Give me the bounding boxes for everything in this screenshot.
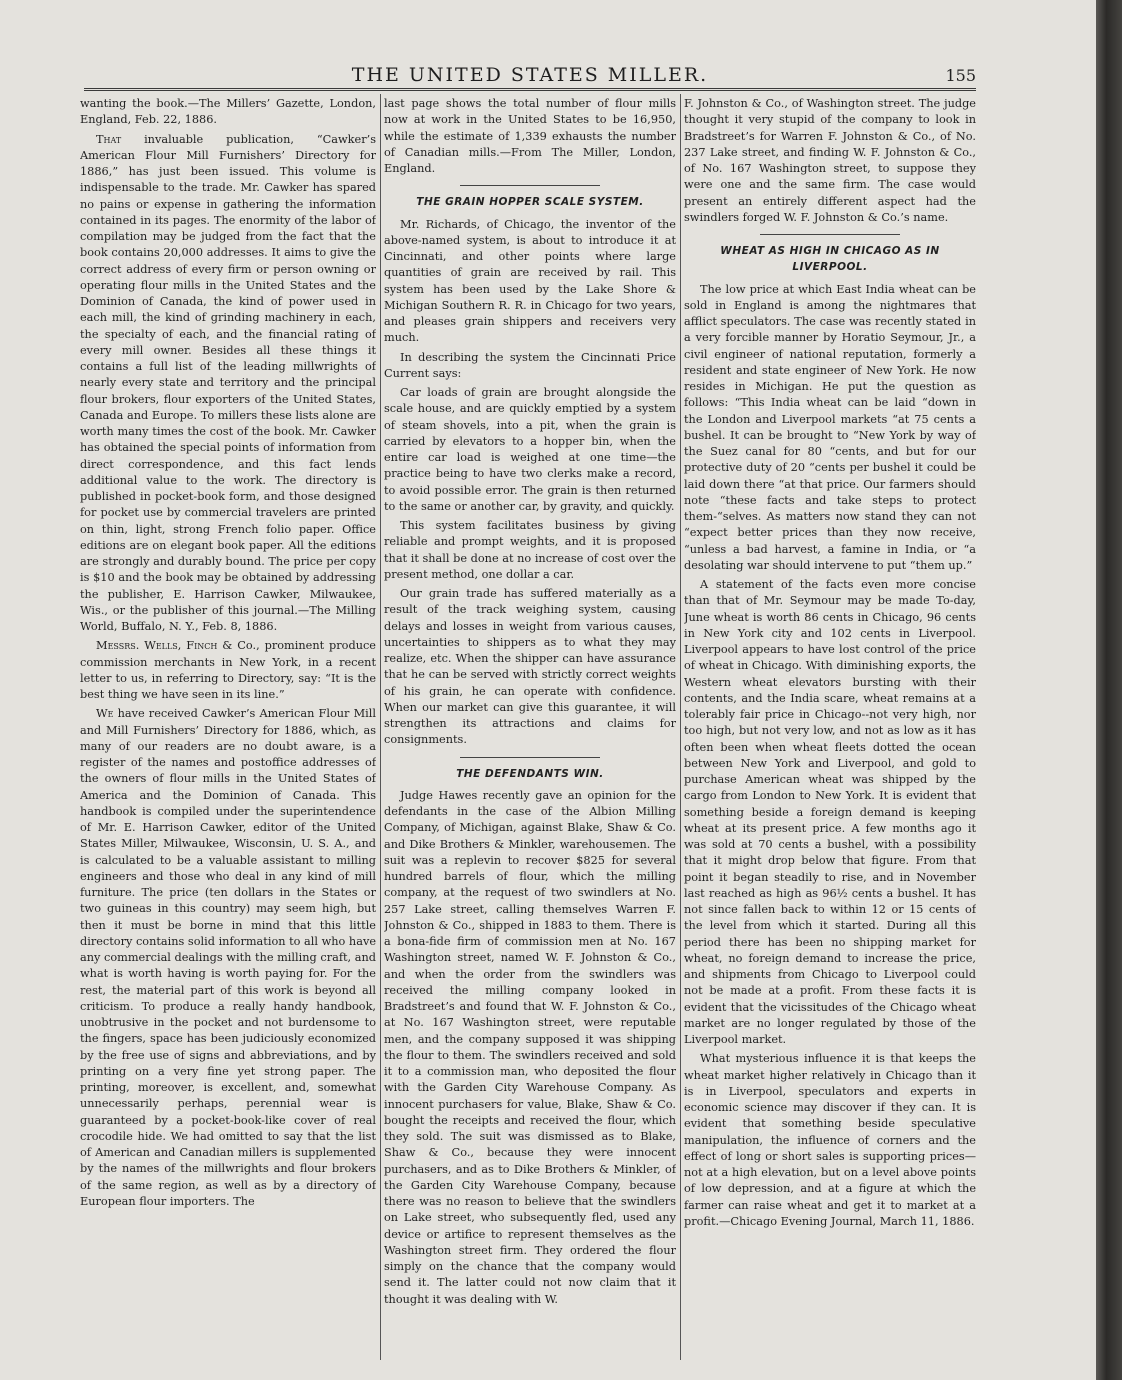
- column-right: [684, 96, 976, 1358]
- column-left: [80, 96, 376, 1358]
- article-paragraph: [80, 132, 376, 636]
- article-paragraph: [384, 586, 676, 749]
- paragraph-text: Judge Hawes recently gave an opinion for the defendants in the case of the Albion Milling Company, of Michigan, against Blake, Shaw & Co. and Dike Brothers & Minkler, warehousemen. The suit was a replevin to recover $825 for several hundred barrels of flour, which the milling company, at the request of two swindlers at No. 257 Lake street, calling themselves Warren F. Johnston & Co., shipped in 1883 to them. There is a bona-fide firm of commission men at No. 167 Washington street, named W. F. Johnston & Co., and when the order from the swindlers was received the milling company looked in Bradstreet’s and found that W. F. Johnston & Co., at No. 167 Washington street, were reputable men, and the company supposed it was shipping the flour to them. The swindlers received and sold it to a commission man, who deposited the flour with the Garden City Warehouse Company. As innocent purchasers for value, Blake, Shaw & Co. bought the receipts and received the flour, which they sold. The suit was dismissed as to Blake, Shaw & Co., because they were innocent purchasers, and as to Dike Brothers & Minkler, of the Garden City Warehouse Company, because there was no reason to believe that the swindlers on Lake street, who subsequently fled, used any device or artifice to represent themselves as the Washington street firm. They ordered the flour simply on the chance that the company would send it. The latter could not now claim that it thought it was dealing with W.: [384, 788, 676, 1306]
- article-paragraph: [384, 350, 676, 383]
- paragraph-lead-in: That: [96, 132, 122, 146]
- article-paragraph: [684, 577, 976, 1048]
- section-rule: [460, 185, 600, 186]
- article-heading: THE GRAIN HOPPER SCALE SYSTEM.: [416, 196, 644, 209]
- article-paragraph: [684, 96, 976, 226]
- article-paragraph: [384, 788, 676, 1308]
- article-paragraph: [80, 96, 376, 129]
- article-heading: WHEAT AS HIGH IN CHICAGO AS IN LIVERPOOL.: [720, 245, 940, 274]
- paragraph-text: A statement of the facts even more concise than that of Mr. Seymour may be made To-day, June wheat is worth 86 cents in Chicago, 96 cents in New York city and 102 cents in Liverpool. Liverpool appears to have lost control of the price of wheat in Chicago. With diminishing exports, the Western wheat elevators bursting with their contents, and the India scare, wheat remains at a tolerably fair price in Chicago--not very high, nor too high, but not very low, and not as low as it has often been when wheat fleets dotted the ocean between New York and Liverpool, and gold to purchase American wheat was shipped by the cargo from London to New York. It is evident that something beside a foreign demand is keeping wheat at its present price. A few months ago it was sold at 70 cents a bushel, with a possibility that it might drop below that figure. From that point it began steadily to rise, and in November last reached as high as 96½ cents a bushel. It has not since fallen back to within 12 or 15 cents of the level from which it started. During all this period there has been no shipping market for wheat, no foreign demand to increase the price, and shipments from Chicago to Liverpool could not be made at a profit. From these facts it is evident that the vicissitudes of the Chicago wheat market are no longer regulated by those of the Liverpool market.: [684, 578, 976, 1046]
- running-header: [84, 64, 976, 86]
- article-heading: THE DEFENDANTS WIN.: [456, 767, 604, 780]
- paragraph-text: This system facilitates business by giving reliable and prompt weights, and it is proposed that it shall be done at no increase of cost over the present method, one dollar a car.: [384, 519, 676, 581]
- article-paragraph: [384, 217, 676, 347]
- paragraph-text: last page shows the total number of flour mills now at work in the United States to be 16,950, while the estimate of 1,339 exhausts the number of Canadian mills.—From The Miller, London, England.: [384, 97, 676, 175]
- paragraph-text: Car loads of grain are brought alongside the scale house, and are quickly emptied by a system of steam shovels, into a pit, when the grain is carried by elevators to a hopper bin, when the entire car load is weighed at one time—the practice being to have two clerks make a record, to avoid possible error. The grain is then returned to the same or another car, by gravity, and quickly.: [384, 386, 676, 513]
- section-rule: [460, 757, 600, 758]
- paragraph-lead-in: We: [96, 707, 114, 721]
- paragraph-text: invaluable publication, “Cawker’s American Flour Mill Furnishers’ Directory for 1886,” has just been issued. This volume is indispensable to the trade. Mr. Cawker has spared no pains or expense in gathering the information contained in its pages. The enormity of the labor of compilation may be judged from the fact that the book contains 20,000 addresses. It aims to give the correct address of every firm or person owning or operating flour mills in the United States and the Dominion of Canada, the kind of power used in each mill, the kind of grinding machinery in each, the specialty of each, and the financial rating of every mill owner. Besides all these things it contains a full list of the leading millwrights of nearly every state and territory and the principal flour brokers, flour exporters of the United States, Canada and Europe. To millers these lists alone are worth many times the cost of the book. Mr. Cawker has obtained the special points of information from direct correspondence, and this fact lends additional value to the work. The directory is published in pocket-book form, and those designed for pocket use by commercial travelers are printed on thin, light, strong French folio paper. Office editions are on elegant book paper. All the editions are strongly and durably bound. The price per copy is $10 and the book may be obtained by addressing the publisher, E. Harrison Cawker, Milwaukee, Wis., or the publisher of this journal.—The Milling World, Buffalo, N. Y., Feb. 8, 1886.: [80, 132, 376, 633]
- header-rule: [84, 88, 976, 91]
- paragraph-text: In describing the system the Cincinnati Price Current says:: [384, 350, 676, 380]
- article-paragraph: [80, 638, 376, 703]
- book-spine: [1096, 0, 1122, 1380]
- column-divider: [380, 94, 381, 1360]
- article-paragraph: [684, 282, 976, 575]
- paragraph-text: Our grain trade has suffered materially as a result of the track weighing system, causing delays and losses in weight from various causes, uncertainties to shippers as to what they may realize, etc. When the shipper can have assurance that he can be served with strictly correct weights of his grain, he can operate with confidence. When our market can give this guarantee, it will strengthen its attractions and claims for consignments.: [384, 587, 676, 747]
- article-paragraph: [80, 706, 376, 1210]
- column-divider: [680, 94, 681, 1360]
- paragraph-text: Mr. Richards, of Chicago, the inventor of the above-named system, is about to introduce it at Cincinnati, and other points where large quantities of grain are received by rail. This system has been used by the Lake Shore & Michigan Southern R. R. in Chicago for two years, and pleases grain shippers and receivers very much.: [384, 217, 676, 345]
- article-paragraph: [384, 385, 676, 515]
- article-paragraph: [384, 518, 676, 583]
- paragraph-text: & Co., prominent produce commission merchants in New York, in a recent letter to us, in referring to Directory, say: “It is the best thing we have seen in its line.”: [80, 639, 376, 701]
- publication-title: THE UNITED STATES MILLER.: [351, 64, 709, 86]
- paragraph-text: The low price at which East India wheat can be sold in England is among the nightmares that afflict speculators. The case was recently stated in a very forcible manner by Horatio Seymour, Jr., a civil engineer of national reputation, formerly a resident and state engineer of New York. He now resides in Michigan. He put the question as follows: “This India wheat can be laid “down in the London and Liverpool markets “at 75 cents a bushel. It can be brought to “New York by way of the Suez canal for 80 “cents, and but for our protective duty of 20 “cents per bushel it could be laid down there “at that price. Our farmers should note “these facts and take steps to protect them-“selves. As matters now stand they can not “expect better prices than they now receive, “unless a bad harvest, a famine in India, or “a desolating war should intervene to put “them up.”: [684, 282, 976, 572]
- column-middle: [384, 96, 676, 1358]
- paragraph-text: What mysterious influence it is that keeps the wheat market higher relatively in Chicago than it is in Liverpool, speculators and experts in economic science may discover if they can. It is evident that something beside speculative manipulation, the influence of corners and the effect of long or short sales is supporting prices—not at a high elevation, but on a level above points of low depression, and at a figure at which the farmer can raise wheat and get it to market at a profit.—Chicago Evening Journal, March 11, 1886.: [684, 1052, 976, 1228]
- paragraph-text: have received Cawker’s American Flour Mill and Mill Furnishers’ Directory for 1886, which, as many of our readers are no doubt aware, is a register of the names and postoffice addresses of the owners of flour mills in the United States of America and the Dominion of Canada. This handbook is compiled under the superintendence of Mr. E. Harrison Cawker, editor of the United States Miller, Milwaukee, Wisconsin, U. S. A., and is calculated to be a valuable assistant to milling engineers and those who deal in any kind of mill furniture. The price (ten dollars in the States or two guineas in this country) may seem high, but then it must be borne in mind that this little directory contains solid information to all who have any commercial dealings with the milling craft, and what is worth having is worth paying for. For the rest, the material part of this work is beyond all criticism. To produce a really handy handbook, unobtrusive in the pocket and not burdensome to the fingers, space has been judiciously economized by the free use of signs and abbreviations, and by printing on a very fine yet strong paper. The printing, moreover, is excellent, and, somewhat unnecessarily perhaps, perennial wear is guaranteed by a pocket-book-like cover of real crocodile hide. We had omitted to say that the list of American and Canadian millers is supplemented by the names of the millwrights and flour brokers of the same region, as well as by a directory of European flour importers. The: [80, 707, 376, 1208]
- article-paragraph: [684, 1051, 976, 1230]
- section-rule: [760, 234, 900, 235]
- paragraph-lead-in: Messrs. Wells, Finch: [96, 639, 218, 653]
- paragraph-text: F. Johnston & Co., of Washington street. The judge thought it very stupid of the company to look in Bradstreet’s for Warren F. Johnston & Co., of No. 237 Lake street, and finding W. F. Johnston & Co., of No. 167 Washington street, to suppose they were one and the same firm. The case would present an entirely different aspect had the swindlers forged W. F. Johnston & Co.’s name.: [684, 97, 976, 224]
- article-paragraph: [384, 96, 676, 177]
- paragraph-text: wanting the book.—The Millers’ Gazette, London, England, Feb. 22, 1886.: [80, 97, 376, 127]
- page-number: 155: [945, 66, 976, 85]
